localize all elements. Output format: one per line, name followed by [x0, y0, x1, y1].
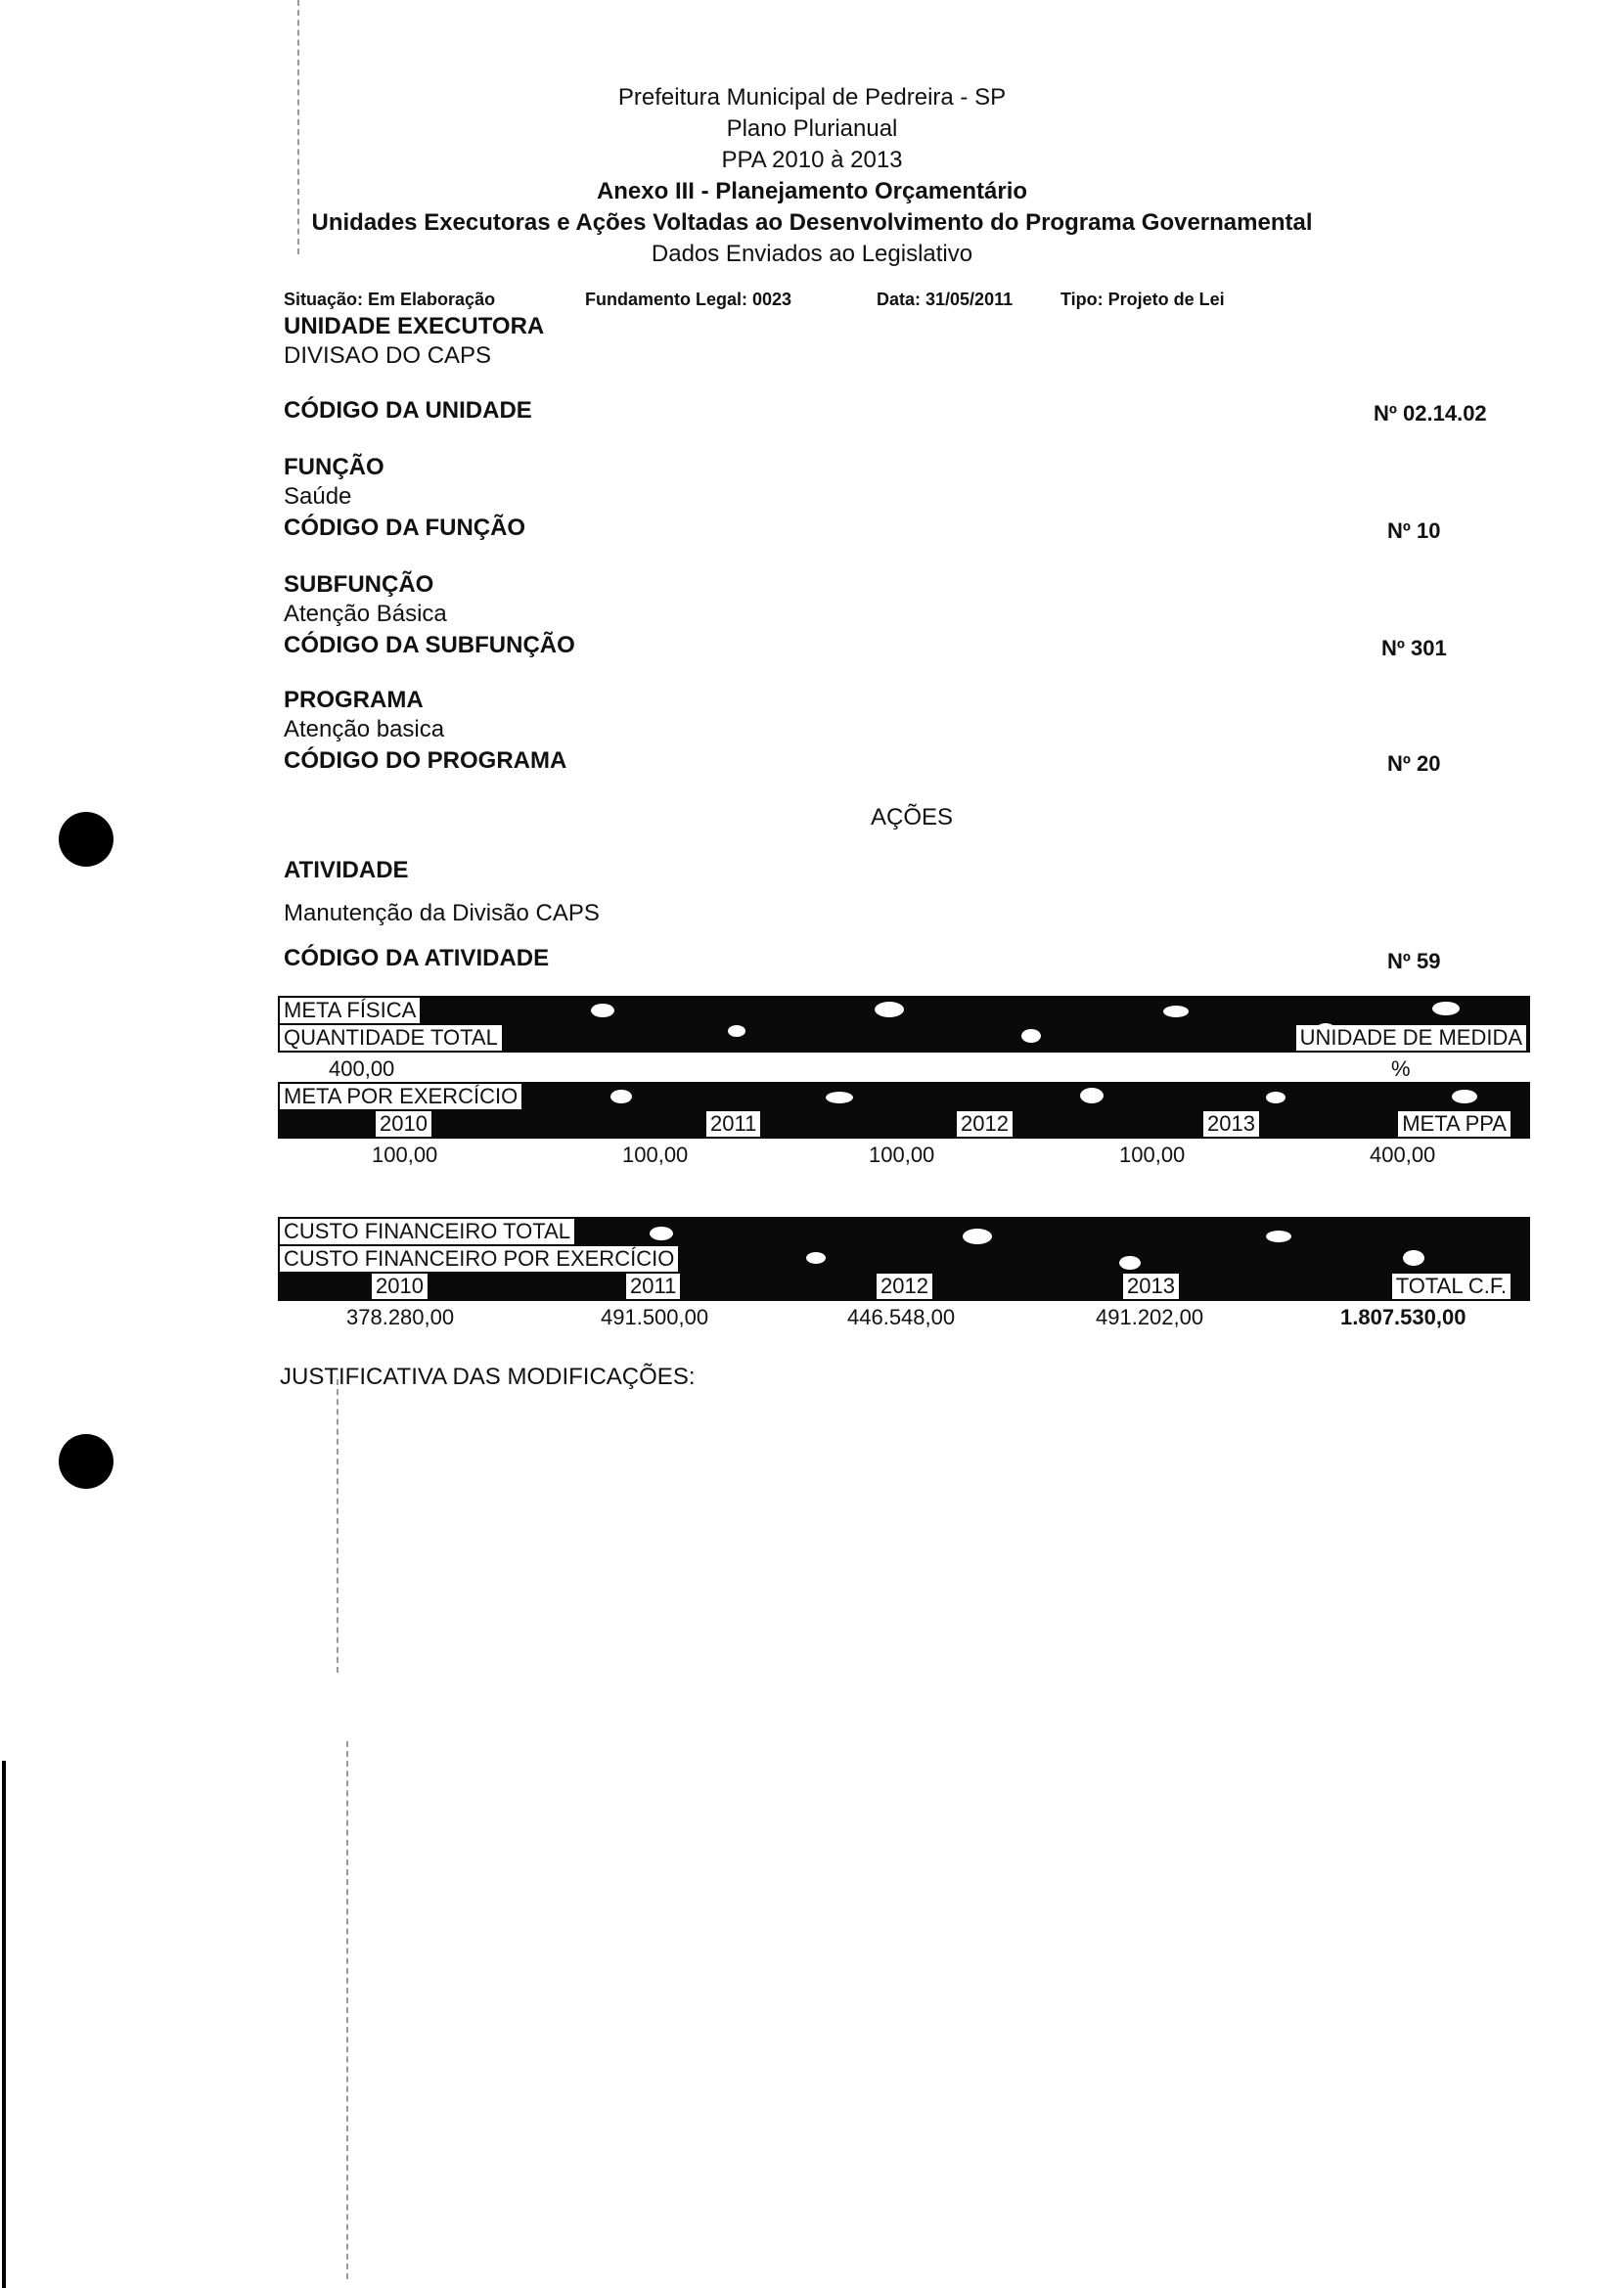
header-status-note: Dados Enviados ao Legislativo — [651, 241, 973, 267]
atividade-label: ATIVIDADE — [284, 857, 409, 883]
unidade-label: UNIDADE EXECUTORA — [284, 313, 545, 339]
meta-exercicio-header-2011: 2011 — [706, 1111, 760, 1137]
header-plan: Plano Plurianual — [726, 115, 898, 142]
atividade-code-label: CÓDIGO DA ATIVIDADE — [284, 945, 550, 971]
meta-fundamento: Fundamento Legal: 0023 — [585, 290, 792, 309]
custo-value-total: 1.807.530,00 — [1340, 1305, 1466, 1329]
meta-exercicio-value-2013: 100,00 — [1119, 1143, 1186, 1167]
funcao-code-label: CÓDIGO DA FUNÇÃO — [284, 515, 526, 541]
meta-exercicio-header-2013: 2013 — [1203, 1111, 1259, 1137]
left-margin-bar — [2, 1761, 6, 2288]
meta-exercicio-value-ppa: 400,00 — [1370, 1143, 1436, 1167]
unidade-code: Nº 02.14.02 — [1374, 401, 1487, 426]
guide-dashes-top — [297, 0, 301, 254]
subfuncao-value: Atenção Básica — [284, 601, 447, 627]
meta-exercicio-value-2010: 100,00 — [372, 1143, 438, 1167]
custo-header-total: TOTAL C.F. — [1392, 1274, 1511, 1299]
atividade-code: Nº 59 — [1387, 949, 1441, 973]
custo-band — [278, 1217, 1530, 1301]
custo-title: CUSTO FINANCEIRO TOTAL — [280, 1219, 574, 1244]
meta-fisica-unit-label: UNIDADE DE MEDIDA — [1296, 1025, 1526, 1051]
unidade-value: DIVISAO DO CAPS — [284, 342, 492, 369]
meta-fisica-qtd-label: QUANTIDADE TOTAL — [280, 1025, 502, 1051]
meta-exercicio-value-2011: 100,00 — [622, 1143, 689, 1167]
programa-code: Nº 20 — [1387, 751, 1441, 776]
justificativa-label: JUSTIFICATIVA DAS MODIFICAÇÕES: — [280, 1364, 696, 1390]
subfuncao-label: SUBFUNÇÃO — [284, 571, 434, 598]
custo-header-2010: 2010 — [372, 1274, 428, 1299]
custo-header-2013: 2013 — [1123, 1274, 1179, 1299]
meta-fisica-unit-value: % — [1391, 1056, 1411, 1081]
header-municipality: Prefeitura Municipal de Pedreira - SP — [617, 84, 1007, 111]
programa-code-label: CÓDIGO DO PROGRAMA — [284, 747, 567, 774]
custo-header-2011: 2011 — [626, 1274, 680, 1299]
custo-value-2012: 446.548,00 — [847, 1305, 956, 1329]
meta-data: Data: 31/05/2011 — [877, 290, 1014, 309]
custo-value-2010: 378.280,00 — [346, 1305, 455, 1329]
meta-exercicio-header-2012: 2012 — [957, 1111, 1013, 1137]
meta-exercicio-title: META POR EXERCÍCIO — [280, 1084, 521, 1109]
guide-dashes-middle — [337, 1379, 340, 1673]
funcao-value: Saúde — [284, 483, 352, 510]
meta-exercicio-band — [278, 1082, 1530, 1139]
programa-value: Atenção basica — [284, 716, 445, 742]
subfuncao-code-label: CÓDIGO DA SUBFUNÇÃO — [284, 632, 575, 658]
header-subtitle: Unidades Executoras e Ações Voltadas ao Desenvolvimento do Programa Governamental — [311, 209, 1313, 236]
meta-tipo: Tipo: Projeto de Lei — [1060, 290, 1225, 309]
meta-situacao: Situação: Em Elaboração — [284, 290, 496, 309]
custo-value-2011: 491.500,00 — [601, 1305, 709, 1329]
funcao-code: Nº 10 — [1387, 518, 1441, 543]
header-period: PPA 2010 à 2013 — [721, 147, 903, 173]
custo-value-2013: 491.202,00 — [1096, 1305, 1204, 1329]
programa-label: PROGRAMA — [284, 687, 424, 713]
custo-header-2012: 2012 — [877, 1274, 932, 1299]
meta-exercicio-header-ppa: META PPA — [1398, 1111, 1511, 1137]
acoes-title: AÇÕES — [871, 804, 954, 830]
unidade-code-label: CÓDIGO DA UNIDADE — [284, 397, 532, 424]
punch-hole-bottom — [59, 1434, 113, 1489]
guide-dashes-bottom — [346, 1741, 350, 2279]
header-annex: Anexo III - Planejamento Orçamentário — [596, 178, 1028, 204]
meta-fisica-title: META FÍSICA — [280, 998, 420, 1023]
meta-exercicio-header-2010: 2010 — [376, 1111, 431, 1137]
meta-fisica-band — [278, 996, 1530, 1053]
meta-exercicio-value-2012: 100,00 — [869, 1143, 935, 1167]
funcao-label: FUNÇÃO — [284, 454, 384, 480]
custo-subtitle: CUSTO FINANCEIRO POR EXERCÍCIO — [280, 1246, 678, 1272]
subfuncao-code: Nº 301 — [1381, 636, 1447, 660]
meta-fisica-qtd-value: 400,00 — [329, 1056, 395, 1081]
punch-hole-top — [59, 812, 113, 867]
atividade-value: Manutenção da Divisão CAPS — [284, 900, 600, 926]
